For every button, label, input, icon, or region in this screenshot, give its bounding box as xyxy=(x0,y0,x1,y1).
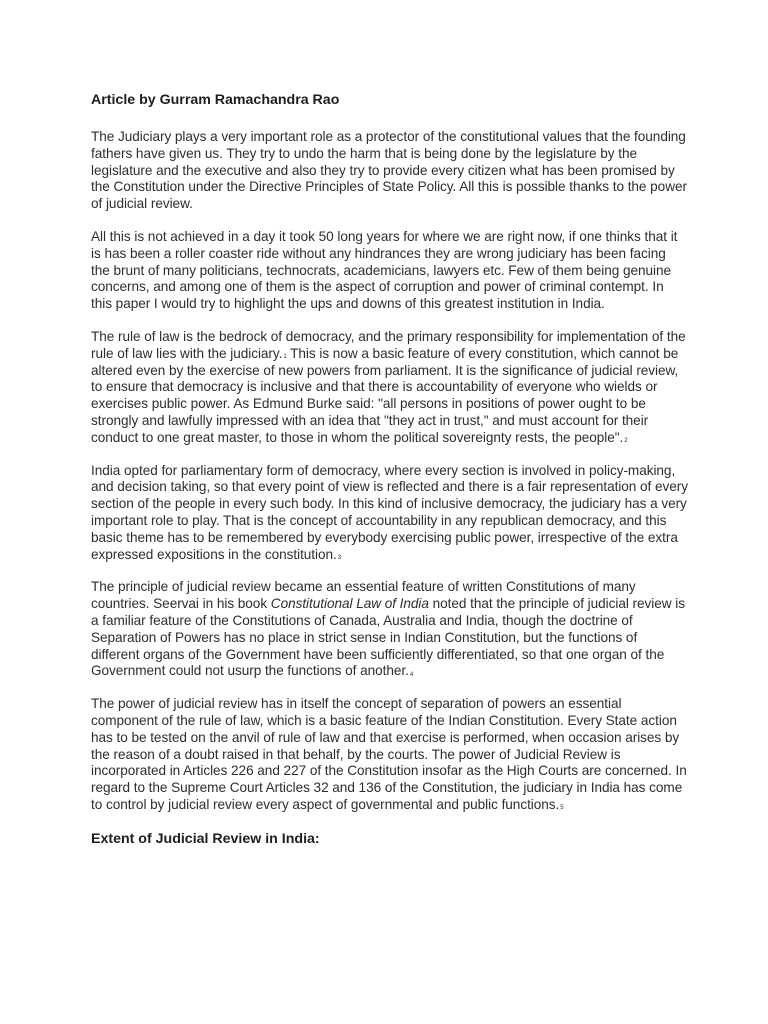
footnote-marker-2: 2 xyxy=(624,438,628,445)
footnote-marker-3: 3 xyxy=(337,554,342,561)
section-heading: Extent of Judicial Review in India: xyxy=(91,830,320,847)
paragraph-1: The Judiciary plays a very important role as a protector of the constitutional values that the founding fathers have given us. They try to undo the harm that is being done by the legislature by the legislature and the executive and also they try to provide every citizen what has been promised by the Constitution under the Directive Principles of State Policy. All this is possible thanks to the power of judicial review. xyxy=(91,129,687,212)
footnote-marker-5: 5 xyxy=(560,805,564,812)
article-title: Article by Gurram Ramachandra Rao xyxy=(91,92,340,108)
paragraph-6 xyxy=(91,696,688,814)
paragraph-2: All this is not achieved in a day it took 50 long years for where we are right now, if one thinks that it is has been a roller coaster ride without any hindrances they are wrong judiciary has been facing the brunt of many politicians, technocrats, academicians, lawyers etc. Few of them being genuine concerns, and among one of them is the aspect of corruption and power of criminal contempt. In this paper I would try to highlight the ups and downs of this greatest institution in India. xyxy=(91,228,678,312)
paragraph-3-text-a: The rule of law is the bedrock of democracy, and the primary responsibility for implementation of the rule of law lies with the judiciary. xyxy=(91,328,686,361)
footnote-marker-4: 4 xyxy=(409,671,414,678)
paragraph-5-text-b: noted that the principle of judicial review is a familiar feature of the Constitutions of Canada, Australia and India, though the doctrine of Separation of Powers has no place in strict sense in Indian Constitution, but the functions of different organs of the Government have been sufficiently differentiated, so that one organ of the Government could not usurp the functions of another. xyxy=(91,596,685,679)
paragraph-6-text: The power of judicial review has in itself the concept of separation of powers an essential component of the rule of law, which is a basic feature of the Indian Constitution. Every State action has to be tested on the anvil of rule of law and that exercise is performed, when occasion arises by the reason of a doubt raised in that behalf, by the courts. The power of Judicial Review is incorporated in Articles 226 and 227 of the Constitution insofar as the High Courts are concerned. In regard to the Supreme Court Articles 32 and 136 of the Constitution, the judiciary in India has come to control by judicial review every aspect of governmental and public functions. xyxy=(91,696,687,812)
paragraph-5-text-a: The principle of judicial review became an essential feature of written Constitutions of many countries. Seervai in his book xyxy=(91,579,636,612)
paragraph-4-text: India opted for parliamentary form of democracy, where every section is involved in policy-making, and decision taking, so that every point of view is reflected and there is a fair representation of every section of the people in every such body. In this kind of inclusive democracy, the judiciary has a very important role to play. That is the concept of accountability in any republican democracy, and this basic theme has to be remembered by everybody exercising public power, irrespective of the extra expressed expositions in the constitution. xyxy=(91,462,688,562)
paragraph-3-text-b: This is now a basic feature of every constitution, which cannot be altered even by the exercise of new powers from parliament. It is the significance of judicial review, to ensure that democracy is inclusive and that there is accountability of everyone who wields or exercises public power. As Edmund Burke said: "all persons in positions of power ought to be strongly and lawfully impressed with an idea that "they act in trust," and must account for their conduct to one great master, to those in whom the political sovereignty rests, the people". xyxy=(91,345,679,445)
footnote-marker-1: 1 xyxy=(283,354,287,361)
paragraph-3 xyxy=(91,329,688,447)
paragraph-4 xyxy=(91,463,688,564)
book-title: Constitutional Law of India xyxy=(270,596,429,612)
paragraph-5 xyxy=(91,579,688,680)
